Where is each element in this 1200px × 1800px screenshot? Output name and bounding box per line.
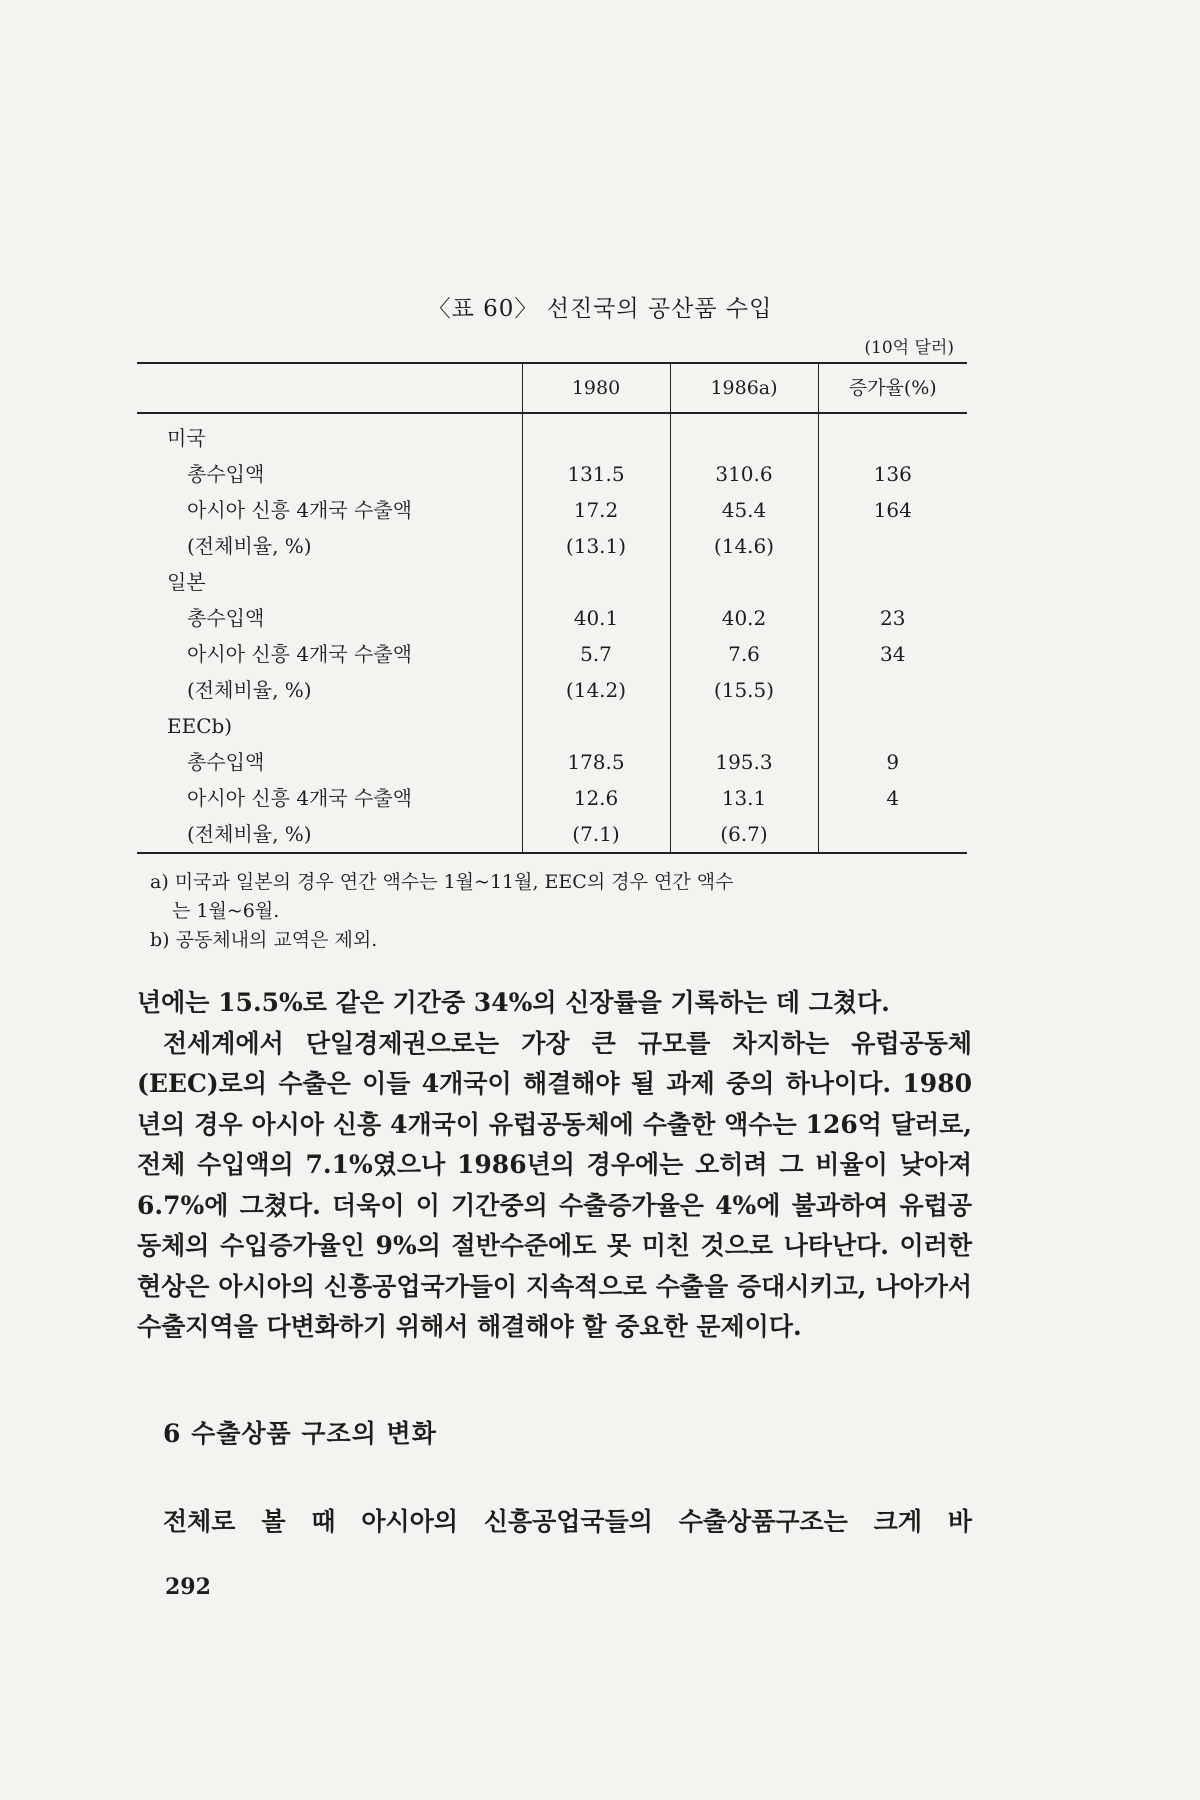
- cell-growth-rate: [818, 413, 967, 456]
- note-a-line1: a) 미국과 일본의 경우 연간 액수는 1월~11월, EEC의 경우 연간 액수: [150, 871, 734, 893]
- cell-1980: (13.1): [522, 528, 670, 564]
- cell-1986: [670, 413, 818, 456]
- table-row: [137, 492, 967, 528]
- body-text: [137, 983, 972, 1348]
- cell-growth-rate: 9: [818, 744, 967, 780]
- cell-growth-rate: [818, 672, 967, 708]
- cell-1980: [522, 413, 670, 456]
- table-row: [137, 780, 967, 816]
- cell-1980: [522, 708, 670, 744]
- cell-growth-rate: 23: [818, 600, 967, 636]
- body-paragraph-1: 년에는 15.5%로 같은 기간중 34%의 신장률을 기록하는 데 그쳤다.: [137, 988, 890, 1017]
- section-heading: 6 수출상품 구조의 변화: [163, 1419, 437, 1448]
- cell-1980: 17.2: [522, 492, 670, 528]
- row-label: (전체비율, %): [187, 822, 312, 846]
- cell-growth-rate: 34: [818, 636, 967, 672]
- cell-1980: 5.7: [522, 636, 670, 672]
- row-label: 총수입액: [187, 462, 265, 486]
- table-row: [137, 708, 967, 744]
- cell-1986: 45.4: [670, 492, 818, 528]
- cell-1986: 310.6: [670, 456, 818, 492]
- cell-1980: 12.6: [522, 780, 670, 816]
- cell-1986: (15.5): [670, 672, 818, 708]
- cell-1986: [670, 564, 818, 600]
- cell-1980: 178.5: [522, 744, 670, 780]
- table-row: [137, 456, 967, 492]
- import-table: [137, 362, 967, 854]
- header-1986: 1986a): [670, 363, 818, 413]
- row-label: 아시아 신흥 4개국 수출액: [187, 642, 412, 666]
- cell-growth-rate: 136: [818, 456, 967, 492]
- body-paragraph-2: 전세계에서 단일경제권으로는 가장 큰 규모를 차지하는 유럽공동체(EEC)로의 수출은 이들 4개국이 해결해야 될 과제 중의 하나이다. 1980년의 경우 아시아 신흥 4개국이 유럽공동체에 수출한 액수는 126억 달러로, 전체 수입액의 7.1%였으나 1986년의 경우에는 오히려 그 비율이 낮아져 6.7%에 그쳤다. 더욱이 이 기간중의 수출증가율은 4%에 불과하여 유럽공동체의 수입증가율인 9%의 절반수준에도 못 미친 것으로 나타난다. 이러한 현상은 아시아의 신흥공업국가들이 지속적으로 수출을 증대시키고, 나아가서 수출지역을 다변화하기 위해서 해결해야 할 중요한 문제이다.: [137, 1028, 972, 1341]
- cell-1986: 7.6: [670, 636, 818, 672]
- table-row: [137, 528, 967, 564]
- table-title: 〈표 60〉 선진국의 공산품 수입: [427, 296, 773, 322]
- header-1980: 1980: [522, 363, 670, 413]
- note-a-line2: 는 1월~6월.: [172, 900, 280, 922]
- cell-1980: (7.1): [522, 816, 670, 853]
- cell-1980: [522, 564, 670, 600]
- cell-growth-rate: 4: [818, 780, 967, 816]
- cell-1986: 195.3: [670, 744, 818, 780]
- row-label: EECb): [167, 714, 233, 738]
- section-first-line: 전체로 볼 때 아시아의 신흥공업국들의 수출상품구조는 크게 바: [163, 1507, 972, 1536]
- table-row: [137, 636, 967, 672]
- table-row: [137, 744, 967, 780]
- row-label: 총수입액: [187, 606, 265, 630]
- table-row: [137, 672, 967, 708]
- row-label: (전체비율, %): [187, 534, 312, 558]
- table-row: [137, 564, 967, 600]
- row-label: 미국: [167, 426, 206, 450]
- table-header-row: [137, 363, 967, 413]
- cell-growth-rate: 164: [818, 492, 967, 528]
- table-row: [137, 816, 967, 853]
- cell-growth-rate: [818, 528, 967, 564]
- cell-growth-rate: [818, 564, 967, 600]
- cell-1986: (14.6): [670, 528, 818, 564]
- cell-1986: 40.2: [670, 600, 818, 636]
- cell-1980: 40.1: [522, 600, 670, 636]
- table-row: [137, 413, 967, 456]
- cell-1986: (6.7): [670, 816, 818, 853]
- page-number: 292: [165, 1574, 211, 1600]
- row-label: 총수입액: [187, 750, 265, 774]
- cell-growth-rate: [818, 708, 967, 744]
- cell-growth-rate: [818, 816, 967, 853]
- row-label: 일본: [167, 570, 206, 594]
- note-b: b) 공동체내의 교역은 제외.: [150, 929, 378, 951]
- table-unit: (10억 달러): [864, 338, 954, 358]
- header-growth-rate: 증가율(%): [818, 363, 967, 413]
- row-label: (전체비율, %): [187, 678, 312, 702]
- row-label: 아시아 신흥 4개국 수출액: [187, 786, 412, 810]
- table-row: [137, 600, 967, 636]
- cell-1986: [670, 708, 818, 744]
- header-label-blank: [137, 363, 522, 413]
- cell-1980: 131.5: [522, 456, 670, 492]
- cell-1986: 13.1: [670, 780, 818, 816]
- cell-1980: (14.2): [522, 672, 670, 708]
- row-label: 아시아 신흥 4개국 수출액: [187, 498, 412, 522]
- table-notes: [150, 868, 970, 955]
